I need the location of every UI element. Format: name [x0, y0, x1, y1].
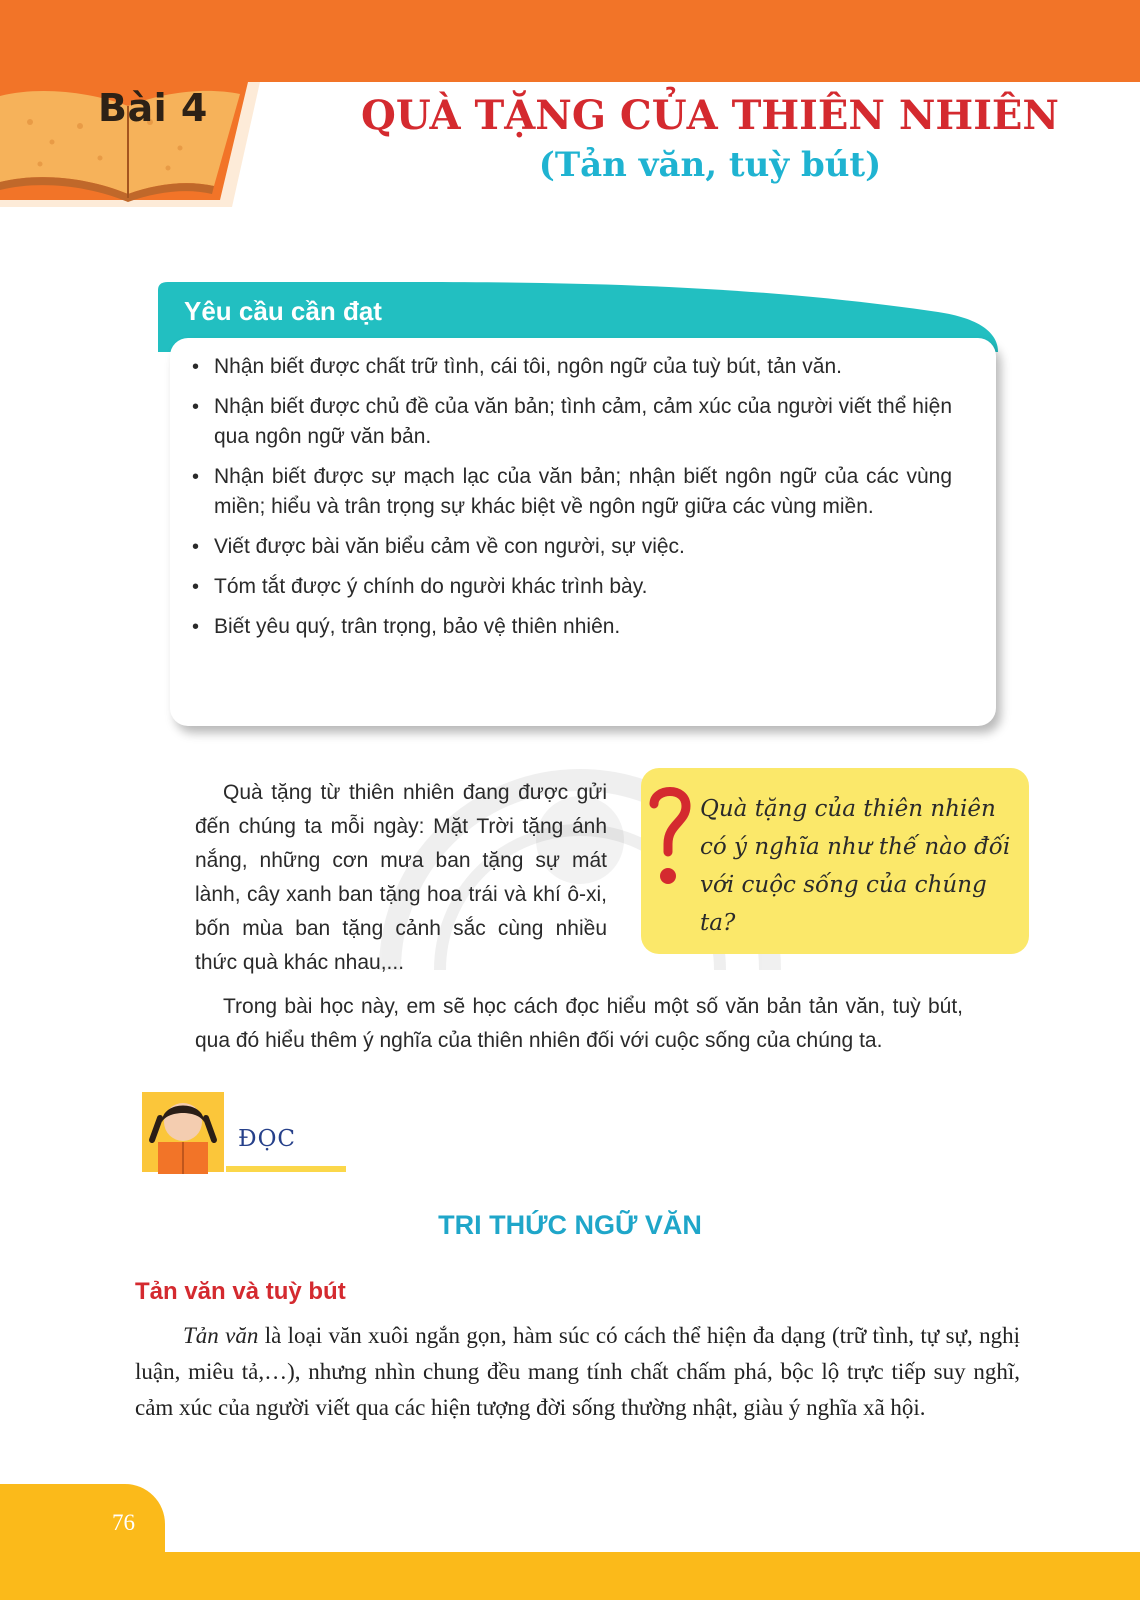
section-title: TRI THỨC NGỮ VĂN	[438, 1210, 702, 1240]
lesson-number: Bài 4	[98, 86, 208, 130]
goal-item: • Biết yêu quý, trân trọng, bảo vệ thiên nhiên.	[192, 615, 621, 638]
lesson-overview-paragraph: Trong bài học này, em sẽ học cách đọc hiểu một số văn bản tản văn, tuỳ bút, qua đó hiểu thêm ý nghĩa của thiên nhiên đối với cuộc sống của chúng ta.	[195, 995, 963, 1052]
page-number: 76	[112, 1510, 135, 1535]
goal-item: • Nhận biết được sự mạch lạc của văn bản; nhận biết ngôn ngữ của các vùng miền; hiểu và trân trọng sự khác biệt về ngôn ngữ giữa các vùng miền.	[192, 465, 952, 518]
goals-list	[192, 352, 952, 652]
definition-term: Tản văn	[183, 1323, 259, 1348]
goal-item: • Nhận biết được chủ đề của văn bản; tình cảm, cảm xúc của người viết thể hiện qua ngôn ngữ văn bản.	[192, 395, 952, 448]
definition-text: là loại văn xuôi ngắn gọn, hàm súc có cách thể hiện đa dạng (trữ tình, tự sự, nghị luận, miêu tả,…), nhưng nhìn chung đều mang tính chất chấm phá, bộc lộ trực tiếp suy nghĩ, cảm xúc của người viết qua các hiện tượng đời sống thường nhật, giàu ý nghĩa xã hội.	[135, 1323, 1021, 1420]
question-mark-icon	[648, 782, 692, 892]
goal-item: • Viết được bài văn biểu cảm về con người, sự việc.	[192, 535, 685, 558]
reading-section-label: ĐỌC	[238, 1126, 297, 1152]
footer-band	[0, 1552, 1140, 1600]
reading-girl-icon	[138, 1092, 228, 1178]
goal-item: • Nhận biết được chất trữ tình, cái tôi, ngôn ngữ của tuỳ bút, tản văn.	[192, 355, 842, 378]
definition-paragraph	[135, 1318, 1020, 1426]
goal-item: • Tóm tắt được ý chính do người khác trình bày.	[192, 575, 648, 598]
lesson-title: QUÀ TẶNG CỦA THIÊN NHIÊN	[361, 92, 1059, 139]
intro-paragraph: Quà tặng từ thiên nhiên đang được gửi đến chúng ta mỗi ngày: Mặt Trời tặng ánh nắng, những cơn mưa ban tặng sự mát lành, cây xanh ban tặng hoa trái và khí ô-xi, bốn mùa ban tặng cảnh sắc cùng nhiều thức quà khác nhau,...	[195, 781, 607, 974]
header-band	[0, 0, 1140, 82]
question-text: Quà tặng của thiên nhiên có ý nghĩa như thế nào đối với cuộc sống của chúng ta?	[700, 796, 1011, 936]
lesson-subtitle: (Tản văn, tuỳ bút)	[538, 145, 882, 185]
section-subheading: Tản văn và tuỳ bút	[135, 1278, 346, 1305]
footer-tab	[0, 1484, 165, 1600]
goals-heading: Yêu cầu cần đạt	[184, 296, 382, 326]
reading-underline	[226, 1166, 346, 1172]
